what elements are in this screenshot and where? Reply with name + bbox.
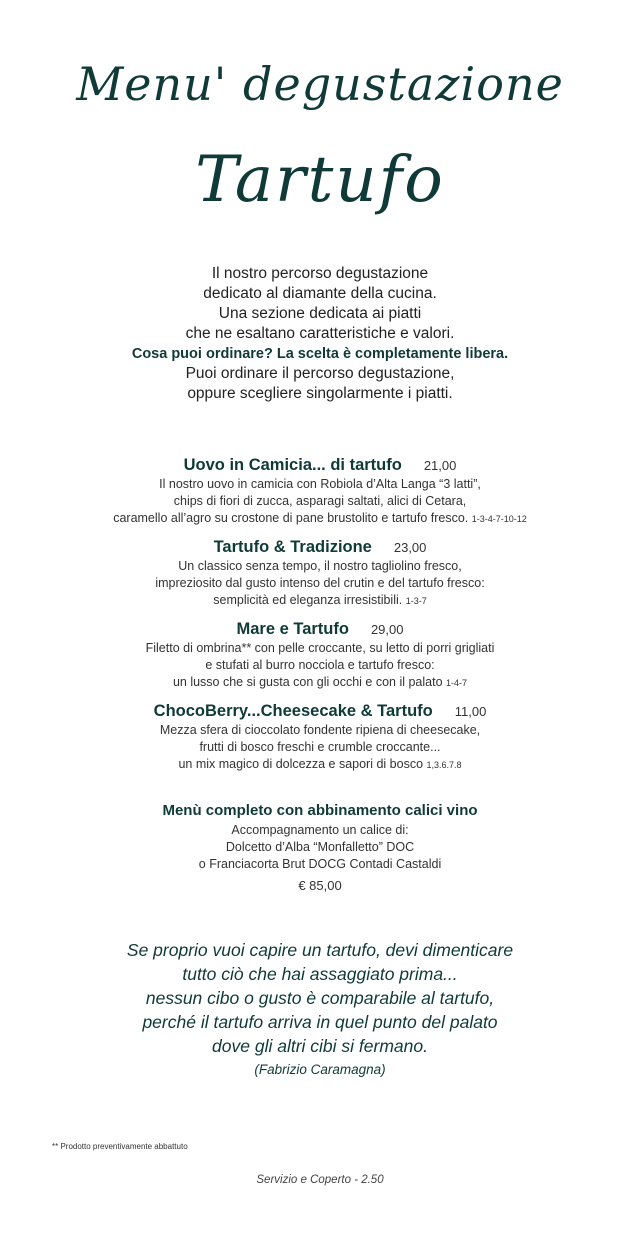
dish-desc: Il nostro uovo in camicia con Robiola d’Alta Langa “3 latti”,	[159, 477, 481, 491]
dish-desc: Filetto di ombrina** con pelle croccante, su letto di porri grigliati	[145, 641, 495, 655]
dish-desc: caramello all’agro su crostone di pane brustolito e tartufo fresco.	[113, 511, 469, 525]
dish-desc: e stufati al burro nocciola e tartufo fresco:	[205, 658, 435, 672]
intro-bold: Cosa puoi ordinare? La scelta è completamente libera.	[131, 346, 509, 362]
complete-menu-line: Dolcetto d’Alba “Monfalletto” DOC	[225, 840, 415, 854]
quote-line: nessun cibo o gusto è comparabile al tartufo,	[145, 988, 495, 1008]
dish-desc: Mezza sfera di cioccolato fondente ripiena di cheesecake,	[159, 723, 481, 737]
dish-name: ChocoBerry...Cheesecake & Tartufo	[153, 702, 433, 720]
dish-price: 21,00	[423, 458, 457, 473]
intro	[0, 264, 640, 404]
complete-menu-price: € 85,00	[298, 878, 342, 893]
dish-name: Mare e Tartufo	[236, 620, 349, 638]
dish-desc: un lusso che si gusta con gli occhi e con il palato	[172, 675, 443, 689]
intro-line: oppure scegliere singolarmente i piatti.	[187, 385, 453, 402]
quote-line: Se proprio vuoi capire un tartufo, devi dimenticare	[126, 940, 514, 960]
allergens: 1,3.6.7.8	[426, 760, 462, 770]
quote-line: dove gli altri cibi si fermano.	[212, 1036, 428, 1056]
allergens: 1-4-7	[446, 678, 468, 688]
intro-line: dedicato al diamante della cucina.	[203, 285, 437, 302]
dish-desc: Un classico senza tempo, il nostro tagliolino fresco,	[178, 559, 462, 573]
quote-author: (Fabrizio Caramagna)	[254, 1062, 386, 1077]
intro-line: Il nostro percorso degustazione	[211, 265, 429, 282]
title-line-1: Menu' degustazione	[76, 57, 564, 111]
dish-desc: un mix magico di dolcezza e sapori di bosco	[178, 757, 424, 771]
complete-menu-title: Menù completo con abbinamento calici vino	[162, 802, 478, 819]
complete-menu-line: Accompagnamento un calice di:	[231, 823, 409, 837]
dish-item	[0, 700, 640, 774]
quote-line: tutto ciò che hai assaggiato prima...	[182, 964, 458, 984]
title-line-2: Tartufo	[195, 143, 445, 217]
dish-desc: frutti di bosco freschi e crumble croccante...	[199, 740, 441, 754]
dish-desc: impreziosito dal gusto intenso del crutin e del tartufo fresco:	[155, 576, 485, 590]
dish-name: Uovo in Camicia... di tartufo	[183, 456, 402, 474]
intro-line: Una sezione dedicata ai piatti	[218, 305, 422, 322]
dish-name: Tartufo & Tradizione	[213, 538, 372, 556]
dish-desc: chips di fiori di zucca, asparagi saltati, alici di Cetara,	[173, 494, 467, 508]
allergens: 1-3-4-7-10-12	[471, 514, 527, 524]
complete-menu	[0, 800, 640, 894]
quote-line: perché il tartufo arriva in quel punto del palato	[142, 1012, 498, 1032]
quote	[0, 938, 640, 1082]
complete-menu-line: o Franciacorta Brut DOCG Contadi Castaldi	[198, 857, 442, 871]
dish-item	[0, 618, 640, 692]
dish-price: 11,00	[454, 704, 487, 719]
allergens: 1-3-7	[405, 596, 427, 606]
intro-line: che ne esaltano caratteristiche e valori.	[185, 325, 455, 342]
dish-item	[0, 536, 640, 610]
dish-item	[0, 454, 640, 528]
intro-line: Puoi ordinare il percorso degustazione,	[185, 365, 455, 382]
service-charge: Servizio e Coperto - 2.50	[256, 1174, 384, 1186]
dish-desc: semplicità ed eleganza irresistibili.	[213, 593, 403, 607]
dish-price: 29,00	[370, 622, 404, 637]
footnote: ** Prodotto preventivamente abbattuto	[52, 1142, 188, 1151]
dish-price: 23,00	[393, 540, 427, 555]
